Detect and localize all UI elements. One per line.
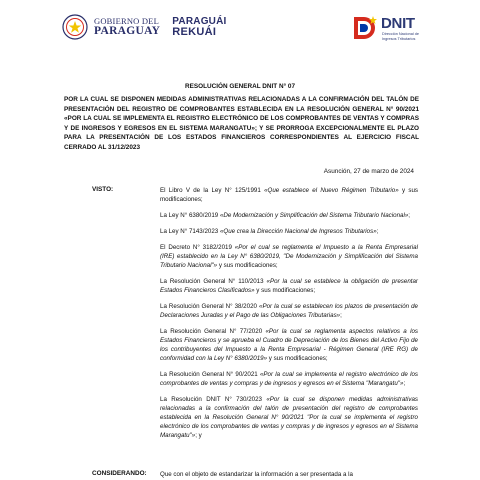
entry-title: «De Modernización y Simplificación del Sistema Tributario Nacional» (219, 212, 409, 219)
entry-title: «Que establece el Nuevo Régimen Tributario» (264, 187, 399, 194)
entry-reference: La Resolución General N° 110/2013 (160, 278, 267, 285)
entry-title: «Por la cual se establece la obligación de presentar Estados Financieros Clasificados» (160, 278, 418, 294)
government-logo (62, 12, 227, 42)
national-seal-icon (62, 14, 88, 40)
entry-title: «Que crea la Dirección Nacional de Ingresos Tributarios» (219, 228, 377, 235)
visto-entry (160, 211, 418, 220)
entry-suffix: y sus modificaciones; (217, 262, 278, 269)
visto-entry (160, 227, 418, 236)
entry-reference: La Resolución DNIT N° 730/2023 (160, 396, 267, 403)
entry-reference: La Resolución General N° 90/2021 (160, 371, 260, 378)
gov-line1: GOBIERNO DEL (94, 16, 159, 26)
entry-title: «Por la cual se implementa el registro electrónico de los comprobantes de ventas y compras y de ingresos y egresos en el Sistema "Marangatu"» (160, 371, 418, 387)
entry-reference: El Decreto N° 3182/2019 (160, 244, 235, 251)
visto-list (160, 186, 418, 447)
entry-suffix: ; (376, 228, 379, 235)
visto-entry (160, 395, 418, 440)
visto-entry (160, 370, 418, 388)
entry-suffix: ; (408, 212, 411, 219)
dnit-logo (350, 10, 440, 46)
visto-entry (160, 327, 418, 363)
entry-suffix: ; (403, 380, 406, 387)
resolution-date: Asunción, 27 de marzo de 2024 (323, 168, 414, 175)
entry-suffix: y sus modificaciones; (254, 287, 316, 294)
visto-label: VISTO: (92, 186, 114, 193)
resolution-subject: POR LA CUAL SE DISPONEN MEDIDAS ADMINISTRATIVAS RELACIONADAS A LA CONFIRMACIÓN DEL TALÓN DE PRESENTACIÓN DEL REGISTRO DE COMPROBANTES ESTABLECIDA EN LA RESOLUCIÓN GENERAL N° 90/2021 «POR LA CUAL SE IMPLEMENTA EL REGISTRO ELECTRÓNICO DE LOS COMPROBANTES DE VENTAS Y COMPRAS Y DE INGRESOS Y EGRESOS EN EL SISTEMA MARANGATU»; Y SE PRORROGA EXCEPCIONALMENTE EL PLAZO PARA LA PRESENTACIÓN DE LOS ESTADOS FINANCIEROS CORRESPONDIENTES AL EJERCICIO FISCAL CERRADO AL 31/12/2023 (64, 96, 419, 151)
visto-entry (160, 302, 418, 320)
entry-suffix: ; (340, 312, 342, 319)
entry-reference: La Ley N° 7143/2023 (160, 228, 220, 235)
visto-entry (160, 186, 418, 204)
visto-entry (160, 277, 418, 295)
entry-reference: El Libro V de la Ley N° 125/1991 (160, 187, 265, 194)
government-name-guarani (172, 17, 226, 38)
dnit-subtitle: Dirección Nacional de Ingresos Tributarios (382, 32, 419, 41)
letterhead (0, 0, 480, 62)
resolution-title: RESOLUCIÓN GENERAL DNIT N° 07 (184, 83, 296, 90)
government-name (94, 17, 160, 37)
gov-right-line2: REKUÁI (172, 25, 217, 38)
considerando-label: CONSIDERANDO: (92, 470, 147, 477)
entry-title: «Por la cual se reglamenta aspectos relativos a los Estados Financieros y se aprueba el Cuadro de Depreciación de los Bienes del Activo Fijo de los contribuyentes del Impuesto a la Renta Empresarial - Régimen General (IRE RG) de conformidad con la Ley N° 6380/2019» (160, 328, 418, 362)
entry-title: «Por el cual se reglamenta el Impuesto a la Renta Empresarial (IRE) establecido en la Ley N° 6380/2019, "De Modernización y Simplificación del Sistema Tributario Nacional"» (160, 244, 418, 269)
visto-entry (160, 243, 418, 270)
dnit-wordmark: DNIT (381, 15, 415, 32)
considerando-text: Que con el objeto de estandarizar la información a ser presentada a la (160, 471, 353, 478)
entry-reference: La Resolución General N° 38/2020 (160, 303, 259, 310)
entry-title: «Por la cual se establecen los plazos de presentación de Declaraciones Juradas y el Pago de las Obligaciones Tributarias» (160, 303, 418, 319)
entry-suffix: y sus modificaciones; (160, 187, 418, 203)
entry-reference: La Ley N° 6380/2019 (160, 212, 220, 219)
dnit-emblem-icon (350, 13, 380, 43)
entry-suffix: y sus modificaciones; (267, 355, 328, 362)
gov-line2: PARAGUAY (94, 24, 161, 37)
entry-title: «Por la cual se disponen medidas administrativas relacionadas a la confirmación del talón de presentación del registro de comprobantes establecida en la Resolución General N° 90/2021 "Por la cual se implementa el registro electrónico de los comprobantes de ventas y compras y de ingresos y egresos en el Sistema Marangatu"» (160, 396, 418, 439)
entry-reference: La Resolución General N° 77/2020 (160, 328, 266, 335)
gov-right-line1: PARAGUÁI (172, 15, 227, 27)
entry-suffix: ; y (195, 432, 202, 439)
